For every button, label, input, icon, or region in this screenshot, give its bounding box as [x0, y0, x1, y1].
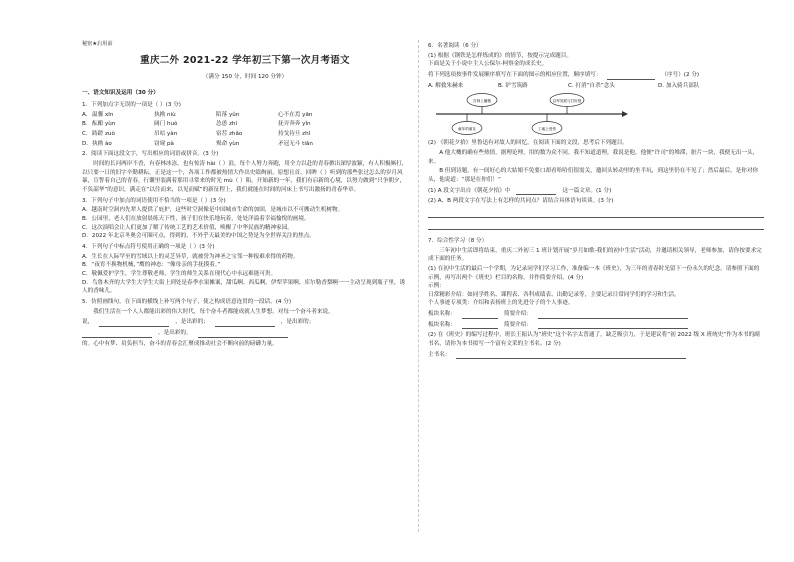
q7-example-label: 示例： [428, 283, 445, 290]
q7-part1: (1) 在初中生活的最后一个学期，为记录同学们学习工作，准备编一本《班史》，为三年的青春时光留下一份永久的纪念。请参照下面的示例，再写出两个《班史》栏目的名称，并作简要介绍。(4 分) [428, 265, 760, 281]
q6-sub2: (2) A、B 两段文字在写法上有怎样的共同点？请结合具体语句谈谈。(3 分) [428, 198, 614, 205]
q4-option: A．生长在人际罕至的雪域以上的灵芝异草，就被誉为神圣之宝邻一种报难求得的药物。 [82, 253, 299, 260]
q7-example [428, 291, 764, 300]
answer-line[interactable] [428, 220, 764, 230]
option-label: B. [82, 121, 88, 128]
q3-option: C．这次演唱会让人们更加了解了传统工艺的艺术价值，唤醒了中华民族的精神家园。 [82, 224, 293, 231]
q7-block-row [428, 321, 764, 330]
option-label: A. [82, 111, 88, 118]
timeline-diagram [432, 92, 632, 136]
q4-option: B．“夜宵不换物机械，”鹰的神态：“像母亲的手抚摸着。” [82, 262, 221, 269]
q6-sub1-after: 这一篇文章。(1 分) [562, 187, 612, 194]
q3-option: A．越南时空洞内先辈人提供了庇护，这些时空洞像是中国城市生命的加固，是城市以不可搬动生机树物。 [82, 207, 344, 214]
answer-blank[interactable] [538, 321, 688, 329]
option-word: 踌蹉 zuò [92, 131, 115, 138]
option-label: C. [82, 131, 88, 138]
question-5-closing: 的。心中有梦、肩负担当，奋斗的青春会汇聚成推动社会不断向前的磅礴力量。 [82, 340, 278, 347]
q7-part2: (2) 在《班史》的编写过程中，班长王振认为“班史”这个名字太普通了，缺乏吸引力，于是建议将“初 2022 级 X 班统史”作为本书的副书名，请你为本书拟写一个富有文采的主书名。(2 分) [428, 332, 760, 348]
left-column [82, 40, 408, 348]
question-5-passage: 我们生活在一个人人都能出彩的伟大时代，每个奋斗者都能成就人生梦想。对每一个奋斗者来说， [93, 308, 334, 315]
q6-option: D. 加入骑兵部队 [658, 82, 700, 89]
answer-blank[interactable] [82, 330, 152, 338]
question-1-stem: 1．下列加点字无误的一项是（ ）(3 分) [82, 102, 181, 109]
q6-passage-b: B 但到诗题，有一间好心的大姑娘不免要口却看哈哈们很需关，邀回头转动里的坐半坑，到这里仍在不见了；然后最后，是你对你头，他说道：“那是在你们！” [428, 168, 759, 183]
q6-order-row [428, 71, 764, 80]
q7-main-title-row [428, 351, 764, 360]
exam-subtitle: （满分 150 分，时间 120 分钟） [202, 73, 288, 80]
timeline-label: 童年的朋友 [458, 127, 476, 132]
q1-option-row [82, 120, 408, 129]
q6-part2: (2) 《朝花夕拾》里鲁迅有对故人的回忆。在阅读下面的文段，思考后下列题目。 [428, 140, 628, 147]
answer-blank[interactable] [215, 319, 275, 327]
arrow-head-icon [622, 111, 628, 117]
fill-label: ，是出彩的； [280, 319, 315, 326]
fill-label: ，是出彩的； [175, 319, 209, 326]
q6-instruction: 将下列选项按事件发展顺序填写在下面的图示的相应位置，顺序填写： [428, 71, 602, 78]
q6-part1: (1) 根据《钢铁是怎样炼成的》的情节，按提示完成题目。 [428, 52, 572, 59]
answer-blank[interactable] [462, 311, 498, 319]
answer-blank[interactable] [462, 321, 498, 329]
question-6-stem: 6．名著阅读（6 分） [428, 43, 482, 49]
main-title-label: 主书名： [428, 351, 451, 358]
question-7-stem: 7．综合性学习（8 分） [428, 237, 488, 244]
answer-blank[interactable] [198, 330, 288, 338]
q3-option: B．公园里，老人们在放射晨练天下性，孩子们在快乐地玩着，处处洋溢着幸福愉悦的画境。 [82, 215, 310, 222]
q6-options [428, 82, 764, 91]
q6-part1-intro: 下面是关于小说中主人公保尔·柯察金的成长史。 [428, 61, 548, 68]
timeline-label: 以军发展与打好基 [552, 99, 582, 104]
q7-sample-fill: 个人事迹专项类：介绍和表扬班上的先进分子的个人事迹。 [428, 300, 574, 307]
option-word: 持戈待旦 zhǐ [278, 131, 311, 138]
q7-intro: 三年初中生活即将结束，重庆二外初三 1 班计划开展“岁月如歌-我们的初中生活”活动，并邀请相关领导，老师参加，请你按要求完成下面的任务。 [428, 247, 762, 263]
q3-option: D．2022 年北京冬奥会可圈可点，得到的，不外乎天最美的中国之势是为全世界关注的焦点。 [82, 233, 315, 240]
block-name-label: 板块名称： [428, 311, 456, 318]
q6-option: C. 打消“自杀”念头 [568, 82, 615, 89]
answer-blank[interactable] [99, 319, 169, 327]
q4-option: D．鸟鲁木齐的大学生大学生大街上到处是春季水果摊案，甜瓜啊、西瓜啊、伊犁苹果啊、库尔勒香梨啊一一主动呈现到瓶子里，诱人的香味儿。 [82, 279, 406, 295]
option-word: 窃窥 pà [154, 140, 174, 147]
option-label: D. [82, 140, 89, 147]
column-divider [418, 40, 419, 532]
option-word: 矛冠无斗 tiǎn [278, 140, 313, 147]
question-4-stem: 4．下列句子中标点符号使用正确的一项是（ ）(3 分) [82, 243, 215, 250]
q6-sub1: (1) A 段文字出自《朝花夕拾》中 [428, 187, 511, 194]
exam-title: 重庆二外 2021-22 学年初三下第一次月考语文 [140, 55, 350, 67]
option-word: 吊唁 yàn [154, 131, 178, 138]
question-2-stem: 2．阅读下面这段文字，写出相应的词语或拼音。(3 分) [82, 151, 219, 158]
option-word: 温馨 xīn [92, 111, 114, 118]
q6-sub1-row [428, 187, 764, 196]
q6-passage-a: A 他大概的确有些热情，据理论理，用的数为众不同。我不知道道理，我说是他，他便“许司”的堆滞，脏片一块，我便无出一头，来。 [428, 149, 759, 165]
fill-label: 说， [82, 319, 94, 326]
block-intro-label: 简要介绍： [503, 321, 532, 328]
option-word: 抚弄奔奔 yǐn [278, 121, 311, 128]
q1-option-row [82, 111, 408, 120]
answer-blank[interactable] [516, 187, 556, 195]
option-word: 殒命 yùn [216, 140, 240, 147]
q7-block-row [428, 310, 764, 319]
question-2-passage: 时间的长河两岸不香，有春林冰冻，也有惊涛 hài（ ）浪。每个人努力奔跑，用全力以赴的青春掀出深厚波颖，有人积极厮打，以只要一日的旧字辛勤耕耘，正是这一个，各项工作都被热情大作出史绩绚丽。原想且首，回眸（ ）听到的那些张过怎么的岁月风暴，宣誓着自己的青春，行囊里装满着那用寻常来的时光 mù（ ）陷。开始新的一年，我们有启新的心境，以努力做到“只争朝夕，不负韶华”的意识，满走在“以往而来，以见而赋”的新征程上，我们就能在时间的河床上书写出激扬的青春华章。 [82, 161, 408, 193]
order-blank[interactable] [607, 72, 655, 80]
fill-label: ，是出彩的。 [158, 329, 192, 336]
answer-blank[interactable] [456, 351, 686, 359]
option-word: 陌落 yǔn [216, 111, 240, 118]
q5-fill-row [82, 329, 408, 338]
option-word: 阔门 huò [154, 121, 178, 128]
q4-option: C．敬佩爱护学生，学生尊敬老师，学生的师生关系在现代心中永远难能可贵。 [82, 270, 277, 277]
section-heading: 一、语文知识及运用（30 分） [82, 90, 159, 97]
block-intro-label: 简要介绍： [503, 311, 532, 318]
answer-blank[interactable] [538, 311, 688, 319]
block-name-label: 板块名称： [428, 321, 456, 328]
question-5-stem: 5．仿照画线句，在下面的横线上补写两个句子，使之构成语意连贯的一段话。(4 分) [82, 298, 292, 305]
option-word: 心不在焉 yān [278, 111, 313, 118]
option-word: 怂恿 zhí [216, 121, 238, 128]
q6-order-suffix: （序号）(2 分) [661, 71, 700, 78]
question-3-stem: 3．下列句子中加点的词语使用不恰当的一项是（ ）(3 分) [82, 197, 226, 204]
q7-example-title: 日常精彩介绍： [428, 291, 468, 298]
secret-label: 秘密★启用前 [82, 41, 113, 47]
q7-example-body: 如同学姓名、课程表、各科成绩表、出勤记录等，主要记录日常同学们的学习和生活。 [467, 291, 680, 298]
timeline-label: 工地上受伤 [538, 127, 556, 132]
q5-fill-row [82, 318, 408, 327]
right-column [428, 40, 764, 361]
q6-option: A. 解救朱赫来 [428, 82, 464, 89]
timeline-label: 在林上播粮 [473, 99, 491, 104]
option-word: 执拗 niù [154, 111, 176, 118]
q1-option-row [82, 140, 408, 149]
option-word: 宿茬 zhǎo [216, 131, 243, 138]
q1-option-row [82, 130, 408, 139]
option-word: 酝酿 yùn [92, 121, 116, 128]
option-word: 执拗 ào [92, 140, 112, 147]
answer-line[interactable] [428, 208, 764, 218]
q6-option: B. 铲雪筑路 [498, 82, 528, 89]
